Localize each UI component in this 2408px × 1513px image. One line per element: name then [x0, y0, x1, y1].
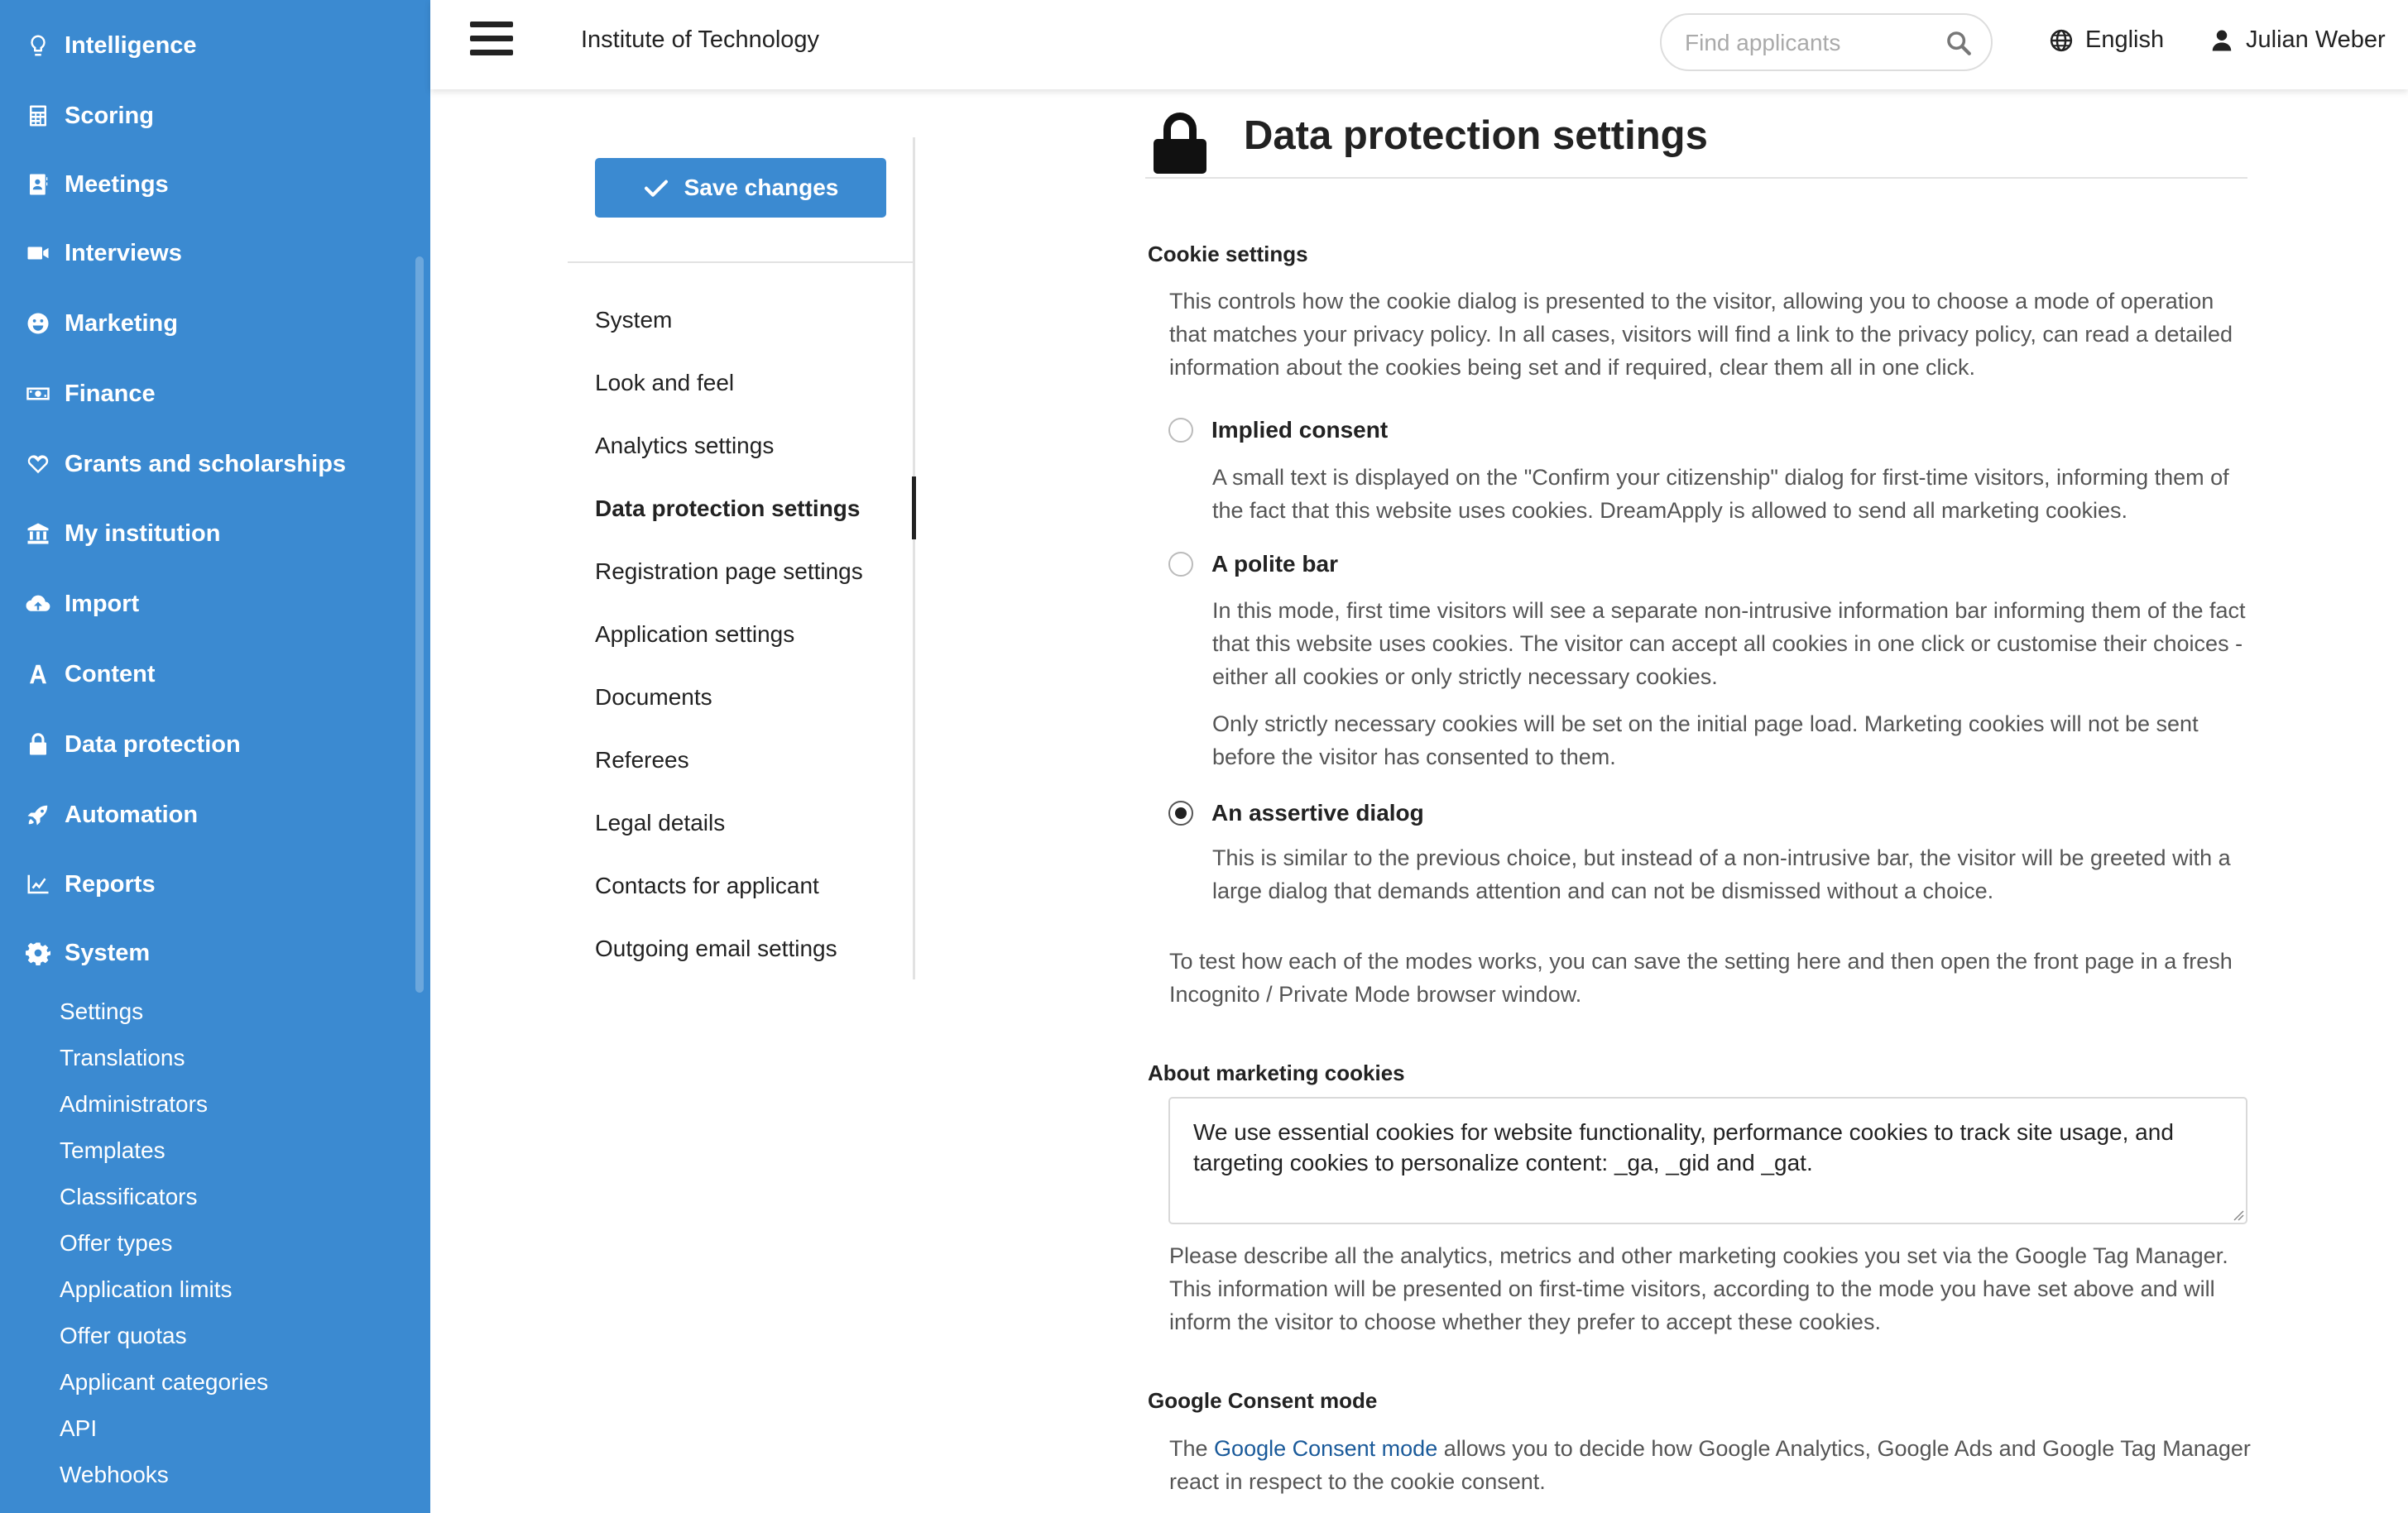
sidebar-subitem-administrators[interactable]: Administrators	[60, 1091, 208, 1117]
lightbulb-icon	[23, 31, 53, 60]
sidebar-subitem-api[interactable]: API	[60, 1415, 98, 1441]
user-name: Julian Weber	[2246, 26, 2386, 53]
sidebar-item-content[interactable]	[23, 651, 156, 697]
language-label: English	[2085, 26, 2165, 53]
sidebar-item-my-institution[interactable]	[23, 510, 220, 557]
sidebar-item-label: Scoring	[65, 102, 154, 129]
radio-label: Implied consent	[1211, 417, 1389, 443]
settings-nav-divider	[568, 261, 914, 263]
sidebar-item-grants[interactable]	[23, 441, 346, 487]
settings-nav-legal-details[interactable]: Legal details	[595, 810, 726, 836]
user-icon	[2209, 28, 2234, 53]
sidebar-item-label: Finance	[65, 380, 156, 407]
cookie-test-note: To test how each of the modes works, you can save the setting here and then open the front page in a fresh Incognito / Private Mode browser window.	[1169, 949, 2233, 1007]
sidebar-item-label: Automation	[65, 801, 199, 828]
radio-button[interactable]	[1168, 418, 1193, 443]
settings-nav-registration-page[interactable]: Registration page settings	[595, 558, 863, 584]
institution-title: Institute of Technology	[581, 26, 820, 53]
settings-nav-application[interactable]: Application settings	[595, 621, 795, 647]
hamburger-menu-icon[interactable]	[470, 22, 513, 63]
sidebar-item-finance[interactable]	[23, 371, 156, 417]
search-icon[interactable]	[1945, 29, 1973, 57]
radio-button[interactable]	[1168, 552, 1193, 577]
sidebar-item-scoring[interactable]	[23, 93, 154, 139]
language-selector[interactable]	[2049, 26, 2164, 54]
sidebar-item-label: Reports	[65, 870, 156, 898]
globe-icon	[2049, 28, 2074, 53]
sidebar-item-marketing[interactable]	[23, 300, 178, 347]
sidebar-subitem-offer-quotas[interactable]: Offer quotas	[60, 1323, 187, 1348]
polite-bar-description: In this mode, first time visitors will see a separate non-intrusive information bar informing them of the fact that this website uses cookies. The visitor can accept all cookies in one click or customise their choices - either all cookies or only strictly necessary cookies.	[1212, 598, 2246, 689]
search-input[interactable]	[1685, 26, 1933, 60]
sidebar-subitem-applicant-categories[interactable]: Applicant categories	[60, 1369, 269, 1395]
settings-nav-analytics[interactable]: Analytics settings	[595, 433, 775, 458]
heart-icon	[23, 449, 53, 479]
sidebar-item-label: Intelligence	[65, 31, 197, 59]
lock-icon	[23, 730, 53, 759]
assertive-dialog-description: This is similar to the previous choice, but instead of a non-intrusive bar, the visitor will be greeted with a large dialog that demands attention and can not be dismissed without a choice.	[1212, 845, 2231, 903]
checkmark-icon	[643, 175, 669, 201]
polite-bar-note: Only strictly necessary cookies will be set on the initial page load. Marketing cookies will not be sent before the visitor has consented to them.	[1212, 711, 2199, 769]
radio-button-selected[interactable]	[1168, 801, 1193, 826]
settings-nav-contacts[interactable]: Contacts for applicant	[595, 873, 819, 898]
banknote-icon	[23, 379, 53, 409]
settings-nav-system[interactable]: System	[595, 307, 673, 333]
sidebar-item-interviews[interactable]	[23, 230, 182, 276]
settings-nav-documents[interactable]: Documents	[595, 684, 712, 710]
font-a-icon	[23, 659, 53, 689]
sidebar-item-automation[interactable]	[23, 792, 198, 838]
sidebar-item-label: Import	[65, 590, 140, 617]
settings-nav-data-protection[interactable]: Data protection settings	[595, 496, 861, 521]
sidebar-item-label: Grants and scholarships	[65, 450, 347, 477]
radio-polite-bar[interactable]	[1168, 551, 1338, 577]
rocket-icon	[23, 800, 53, 830]
sidebar-subitem-application-limits[interactable]: Application limits	[60, 1276, 233, 1302]
sidebar-subitem-classificators[interactable]: Classificators	[60, 1184, 198, 1209]
sidebar-item-label: Interviews	[65, 239, 182, 266]
line-chart-icon	[23, 869, 53, 899]
sidebar-subitem-translations[interactable]: Translations	[60, 1045, 185, 1070]
marketing-cookies-help: Please describe all the analytics, metrics and other marketing cookies you set via the Google Tag Manager. This information will be presented on first-time visitors, according to the mode you have set above and will inform the visitor to choose whether they prefer to accept these cookies.	[1169, 1243, 2228, 1334]
video-camera-icon	[23, 238, 53, 268]
settings-nav-active-indicator	[912, 476, 916, 539]
sidebar-item-label: System	[65, 939, 151, 966]
sidebar-item-label: Content	[65, 660, 156, 687]
radio-assertive-dialog[interactable]	[1168, 800, 1424, 826]
marketing-cookies-textarea[interactable]	[1168, 1097, 2247, 1224]
sidebar-item-data-protection[interactable]	[23, 721, 241, 768]
google-consent-heading: Google Consent mode	[1148, 1388, 1378, 1413]
sidebar-item-meetings[interactable]	[23, 161, 169, 208]
search-box	[1660, 13, 1993, 71]
sidebar-subitem-offer-types[interactable]: Offer types	[60, 1230, 173, 1256]
sidebar-subitem-webhooks[interactable]: Webhooks	[60, 1462, 169, 1487]
sidebar-scrollbar[interactable]	[415, 256, 424, 993]
sidebar-item-import[interactable]	[23, 581, 139, 627]
consent-prefix: The	[1169, 1436, 1208, 1461]
sidebar-item-intelligence[interactable]	[23, 22, 197, 69]
smiley-icon	[23, 309, 53, 338]
radio-label: An assertive dialog	[1211, 800, 1424, 826]
sidebar-item-system[interactable]	[23, 930, 150, 976]
settings-nav-border	[913, 137, 915, 979]
lock-icon	[1152, 111, 1208, 175]
save-changes-button[interactable]	[595, 158, 886, 218]
top-bar	[430, 0, 2408, 89]
sidebar-subitem-settings[interactable]: Settings	[60, 998, 144, 1024]
sidebar-item-label: Data protection	[65, 730, 241, 758]
sidebar-subitem-templates[interactable]: Templates	[60, 1137, 165, 1163]
sidebar-item-reports[interactable]	[23, 861, 156, 907]
page-title: Data protection settings	[1244, 113, 1708, 158]
resize-handle-icon[interactable]	[2231, 1208, 2244, 1221]
sidebar-item-label: Marketing	[65, 309, 178, 337]
sidebar-item-label: My institution	[65, 519, 221, 547]
institution-icon	[23, 519, 53, 548]
consent-suffix: allows you to decide how Google Analytics, Google Ads and Google Tag Manager react in respect to the cookie consent.	[1169, 1436, 2251, 1494]
gear-icon	[23, 938, 53, 968]
settings-nav-look-and-feel[interactable]: Look and feel	[595, 370, 735, 395]
user-menu[interactable]	[2209, 26, 2386, 54]
sidebar-item-label: Meetings	[65, 170, 169, 198]
implied-consent-description: A small text is displayed on the "Confirm your citizenship" dialog for first-time visitors, informing them of the fact that this website uses cookies. DreamApply is allowed to send all marketing cookies.	[1212, 465, 2229, 523]
google-consent-link[interactable]: Google Consent mode	[1214, 1436, 1438, 1461]
cookie-settings-intro: This controls how the cookie dialog is presented to the visitor, allowing you to choose a mode of operation that matches your privacy policy. In all cases, visitors will find a link to the privacy policy, can read a detailed information about the cookies being set and if required, clear them all in one click.	[1169, 289, 2233, 380]
title-divider	[1145, 177, 2247, 179]
settings-nav-outgoing-email[interactable]: Outgoing email settings	[595, 936, 837, 961]
marketing-cookies-heading: About marketing cookies	[1148, 1061, 1405, 1085]
save-changes-label: Save changes	[684, 175, 839, 200]
sidebar	[0, 0, 430, 1513]
radio-implied-consent[interactable]	[1168, 417, 1388, 443]
cookie-settings-heading: Cookie settings	[1148, 242, 1308, 266]
cloud-upload-icon	[23, 589, 53, 619]
settings-nav-referees[interactable]: Referees	[595, 747, 689, 773]
calculator-icon	[23, 101, 53, 131]
radio-label: A polite bar	[1211, 551, 1338, 577]
contact-card-icon	[23, 170, 53, 199]
google-consent-text	[1169, 1432, 2253, 1498]
